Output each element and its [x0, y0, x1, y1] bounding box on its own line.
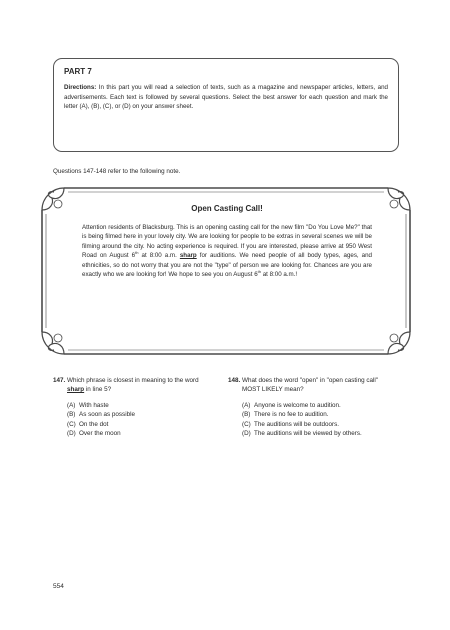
option-text: As soon as possible: [79, 411, 136, 419]
casting-notice: [82, 204, 372, 280]
answer-option[interactable]: [242, 401, 388, 410]
answer-option[interactable]: [242, 420, 388, 429]
question-keyword: sharp: [67, 386, 85, 394]
question-number: 147.: [53, 377, 66, 384]
part-title: PART 7: [64, 67, 92, 76]
option-text: Over the moon: [79, 430, 121, 438]
question-stem: [228, 376, 388, 395]
option-letter: (C): [242, 420, 251, 428]
notice-text-4: at 8:00 a.m.!: [261, 271, 298, 279]
option-letter: (C): [67, 420, 76, 428]
notice-sup-1: th: [135, 250, 139, 256]
directions-box: [53, 58, 399, 152]
question-text: [67, 376, 203, 395]
page-number: 554: [53, 583, 64, 590]
answer-option[interactable]: [67, 410, 203, 419]
answer-option[interactable]: [242, 410, 388, 419]
answer-options: [228, 401, 388, 439]
notice-text-3: for auditions. We need people of all body types, ages, and ethnicities, so do not worry that you are not the "type" of person we are looking for. Chances are you are exactly who we are looking for! We hope to see you on August 6: [82, 252, 372, 279]
question-text: What does the word "open" in "open casting call" MOST LIKELY mean?: [242, 377, 379, 394]
question-stem: [53, 376, 203, 395]
option-text: The auditions will be viewed by others.: [254, 430, 362, 438]
question-text-part: in line 5?: [84, 386, 112, 394]
option-letter: (A): [67, 401, 76, 409]
answer-option[interactable]: [67, 420, 203, 429]
option-letter: (D): [242, 430, 251, 438]
question-148: [228, 376, 388, 439]
directions-body: In this part you will read a selection of texts, such as a magazine and newspaper articles, letters, and advertisements. Each text is followed by several questions. Select the best answer for each question and mark the letter (A), (B), (C), or (D) on your answer sheet.: [64, 84, 388, 111]
option-text: Anyone is welcome to audition.: [254, 401, 341, 409]
option-text: With haste: [79, 401, 109, 409]
question-text-part: Which phrase is closest in meaning to the word: [67, 377, 199, 384]
answer-option[interactable]: [67, 429, 203, 438]
questions-intro: Questions 147-148 refer to the following note.: [53, 168, 181, 175]
directions-text: [64, 83, 388, 112]
directions-label: Directions:: [64, 84, 97, 91]
option-text: There is no fee to audition.: [254, 411, 329, 419]
question-147: [53, 376, 203, 439]
question-number: 148.: [228, 377, 241, 384]
option-letter: (B): [242, 411, 251, 419]
notice-keyword: sharp: [179, 252, 197, 260]
answer-option[interactable]: [242, 429, 388, 438]
option-letter: (D): [67, 430, 76, 438]
option-letter: (B): [67, 411, 76, 419]
option-letter: (A): [242, 401, 251, 409]
notice-text-1: Attention residents of Blacksburg. This is an opening casting call for the new film "Do You Love Me?" that is being filmed here in your lovely city. We are looking for people to be extras in several scenes we will be filming around the city. No acting experience is required. If you are interested, please arrive at 950 West Road on August 6: [82, 224, 372, 260]
notice-body: [82, 223, 372, 280]
answer-options: [53, 401, 203, 439]
option-text: The auditions will be outdoors.: [254, 420, 340, 428]
answer-option[interactable]: [67, 401, 203, 410]
notice-sup-2: th: [257, 269, 261, 275]
notice-title: Open Casting Call!: [191, 204, 263, 213]
option-text: On the dot: [79, 420, 109, 428]
notice-text-2: at 8:00 a.m.: [138, 252, 180, 260]
